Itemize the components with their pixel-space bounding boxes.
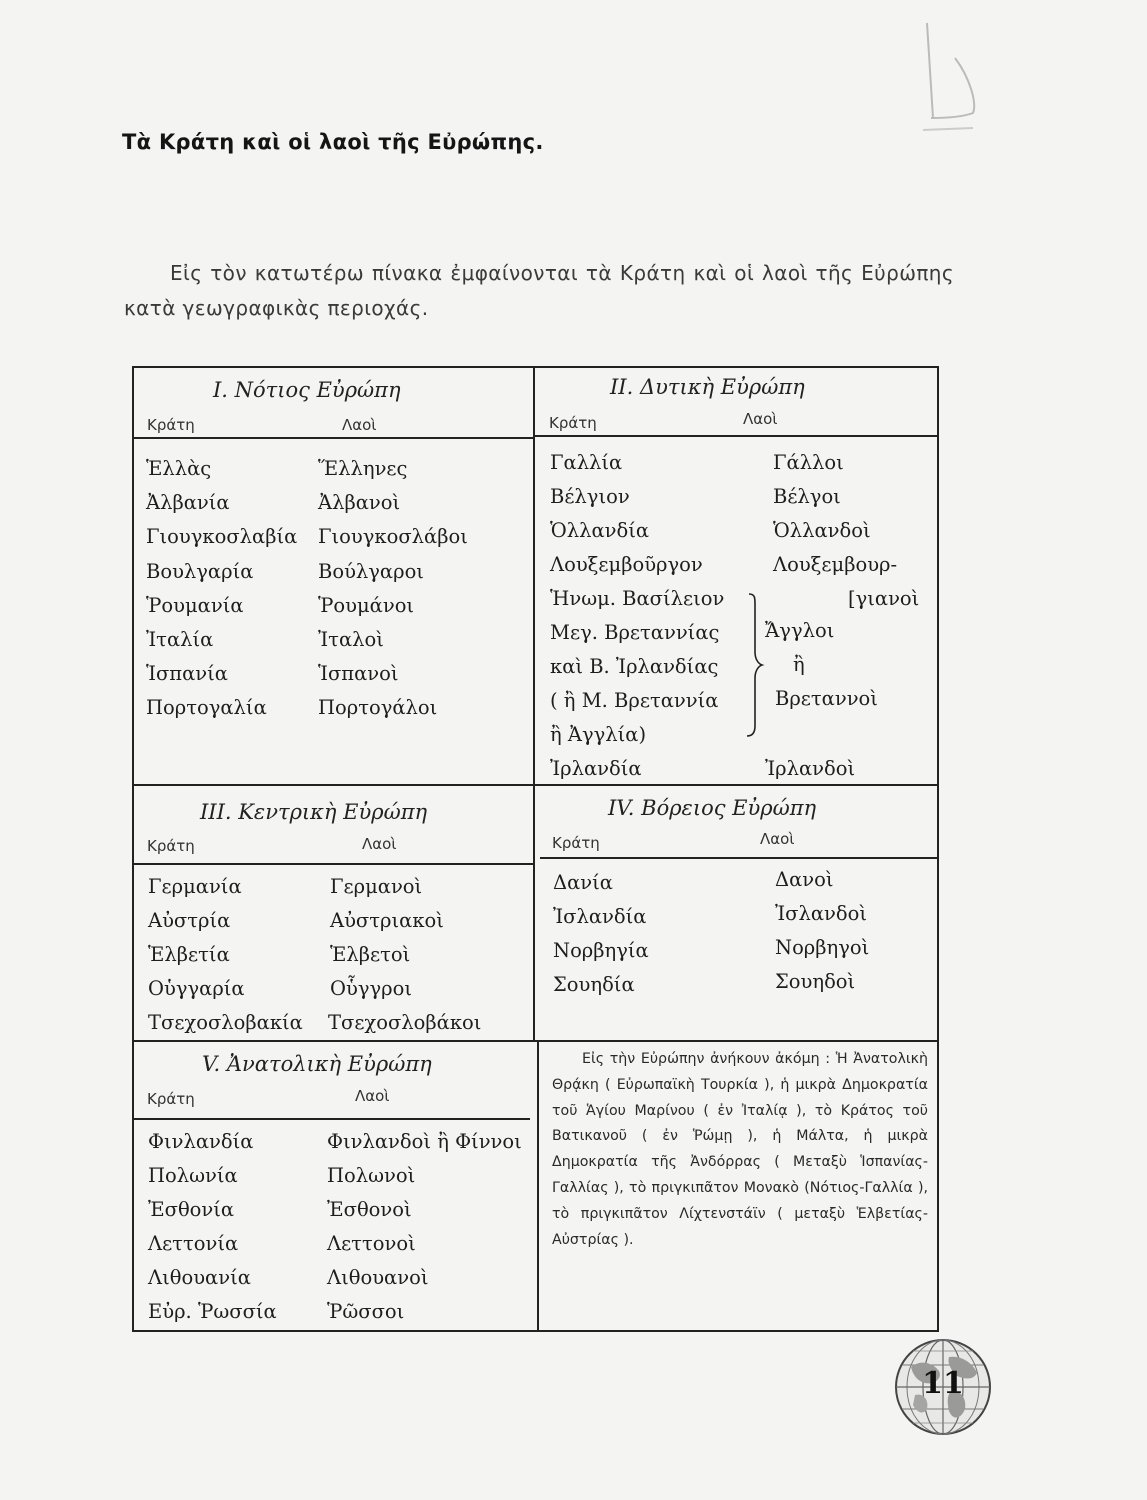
list-item: Ἑλβετοὶ [330,943,411,966]
list-item: Ἰσλανδοὶ [775,902,867,925]
list-item: Ἱσπανοὶ [318,662,399,686]
central-peoples-header: Λαοὶ [362,835,397,853]
list-item: Ἰταλία [146,627,214,651]
north-states-list [553,866,649,1002]
section-west-title: II. Δυτικὴ Εὐρώπη [610,375,805,399]
rule-west-header [534,435,937,437]
list-item: Τσεχοσλοβάκοι [328,1011,482,1034]
north-peoples-list [775,863,869,999]
list-item: Ὁλλανδοὶ [773,519,871,542]
east-states-list [148,1125,277,1329]
list-item: Νορβηγία [553,939,649,962]
east-peoples-list [327,1125,522,1329]
list-item: Ἱσπανία [146,662,228,686]
list-item: ἢ [793,653,805,676]
list-item: Ἑλβετία [148,943,230,966]
west-peoples-header: Λαοὶ [743,410,778,428]
list-item: Βέλγιον [550,485,630,508]
central-states-header: Κράτη [147,837,195,855]
list-item: Γιουγκοσλαβία [146,525,298,549]
section-east-title: V. Ἀνατολικὴ Εὐρώπη [202,1052,432,1076]
list-item: Ἰσλανδία [553,905,647,928]
rule-south-header [134,437,534,439]
list-item: Λουξεμβουρ- [773,553,898,576]
list-item: Ἰρλανδία [550,757,642,780]
brace-icon [743,590,765,740]
central-states-list [148,870,303,1040]
west-peoples-list [773,446,897,582]
list-item: Ἐσθονοὶ [327,1198,412,1221]
list-item: ( ἢ Μ. Βρεταννία [550,689,719,712]
intro-paragraph: Εἰς τὸν κατωτέρω πίνακα ἐμφαίνονται τὰ Κράτη καὶ οἱ λαοὶ τῆς Εὐρώπης κατὰ γεωγραφικὰς περιοχάς. [124,261,954,320]
list-item: Ἡνωμ. Βασίλειον [550,587,725,610]
rule-east-header [134,1118,530,1120]
list-item: Γερμανοὶ [330,875,423,898]
list-item: Ἀλβανία [146,491,230,515]
list-item: Πορτογαλία [146,696,267,720]
list-item: καὶ Β. Ἰρλανδίας [550,655,719,678]
list-item: Λιθουανοὶ [327,1266,429,1289]
section-central-title: III. Κεντρικὴ Εὐρώπη [200,800,428,824]
pencil-mark-icon [915,18,985,138]
list-item: Βούλγαροι [318,559,424,583]
south-peoples-list [318,452,468,726]
ireland-people: Ἰρλανδοὶ [765,757,856,780]
list-item: Λουξεμβοῦργον [550,553,703,576]
list-item: ἢ Ἀγγλία) [550,723,647,746]
list-item: Πορτογάλοι [318,696,438,720]
list-item: Ἰταλοὶ [318,627,384,651]
page-title: Τὰ Κράτη καὶ οἱ λαοὶ τῆς Εὐρώπης. [122,130,544,154]
central-peoples-list [330,870,481,1040]
list-item: Ἀλβανοὶ [318,491,401,515]
list-item: Ἐσθονία [148,1198,235,1221]
list-item: Φινλανδοὶ ἢ Φίννοι [327,1130,522,1153]
list-item: Νορβηγοὶ [775,936,870,959]
east-states-header: Κράτη [147,1090,195,1108]
list-item: Δανία [553,871,613,894]
south-states-list [146,452,297,726]
page-number: 11 [922,1366,964,1401]
rule-lower-sections [134,1040,937,1042]
divider-vertical-lower [537,1042,539,1330]
list-item: Ὁλλανδία [550,519,650,542]
list-item: Φινλανδία [148,1130,254,1153]
list-item: Λεττονοὶ [327,1232,416,1255]
rule-central-header [134,863,534,865]
list-item: Ῥουμάνοι [318,593,415,617]
list-item: Οὗγγροι [330,977,412,1000]
section-north-title: IV. Βόρειος Εὐρώπη [608,796,817,820]
west-states-list [550,446,724,786]
east-peoples-header: Λαοὶ [355,1087,390,1105]
west-peoples-continuation: [γιανοὶ [848,587,920,610]
list-item: Λεττονία [148,1232,239,1255]
north-peoples-header: Λαοὶ [760,830,795,848]
list-item: Αὐστριακοὶ [330,909,444,932]
rule-north-header [540,857,937,859]
list-item: Γερμανία [148,875,242,898]
list-item: Σουηδία [553,973,635,996]
list-item: Μεγ. Βρεταννίας [550,621,720,644]
list-item: Βέλγοι [773,485,841,508]
list-item: Πολωνία [148,1164,238,1187]
divider-vertical-upper [533,368,535,1040]
list-item: Γαλλία [550,451,623,474]
supplementary-note: Εἰς τὴν Εὐρώπην ἀνήκουν ἀκόμη : Ἡ Ἀνατολικὴ Θρᾴκη ( Εὐρωπαϊκὴ Τουρκία ), ἡ μικρὰ Δημοκρατία τοῦ Ἁγίου Μαρίνου ( ἐν Ἰταλίᾳ ), τὸ Κράτος τοῦ Βατικανοῦ ( ἐν Ῥώμῃ ), ἡ Μάλτα, ἡ μικρὰ Δημοκρατία τῆς Ἀνδόρρας ( Μεταξὺ Ἱσπανίας-Γαλλίας ), τὸ πριγκιπᾶτον Μονακὸ (Νότιος-Γαλλία ), τὸ πριγκιπᾶτον Λίχτενστάϊν ( μεταξὺ Ἑλβετίας-Αὐστρίας ). [552,1051,928,1248]
west-states-header: Κράτη [549,414,597,432]
list-item: Εὐρ. Ῥωσσία [148,1300,277,1323]
list-item: Σουηδοὶ [775,970,856,993]
uk-peoples-list [765,614,878,716]
list-item: Ῥουμανία [146,593,244,617]
list-item: Ἕλληνες [318,457,408,480]
list-item: Γάλλοι [773,451,844,474]
section-south-title: I. Νότιος Εὐρώπη [213,378,401,402]
list-item: Τσεχοσλοβακία [148,1011,303,1034]
list-item: Ἑλλὰς [146,457,212,480]
list-item: Βουλγαρία [146,559,254,583]
north-states-header: Κράτη [552,834,600,852]
south-peoples-header: Λαοὶ [342,416,377,434]
list-item: Ἄγγλοι [765,619,835,642]
list-item: Γιουγκοσλάβοι [318,525,468,549]
list-item: Λιθουανία [148,1266,251,1289]
list-item: Οὑγγαρία [148,977,245,1000]
list-item: Πολωνοὶ [327,1164,416,1187]
list-item: Δανοὶ [775,868,834,891]
list-item: Βρεταννοὶ [775,687,878,710]
list-item: Ῥῶσσοι [327,1300,405,1323]
south-states-header: Κράτη [147,416,195,434]
list-item: Αὐστρία [148,909,231,932]
